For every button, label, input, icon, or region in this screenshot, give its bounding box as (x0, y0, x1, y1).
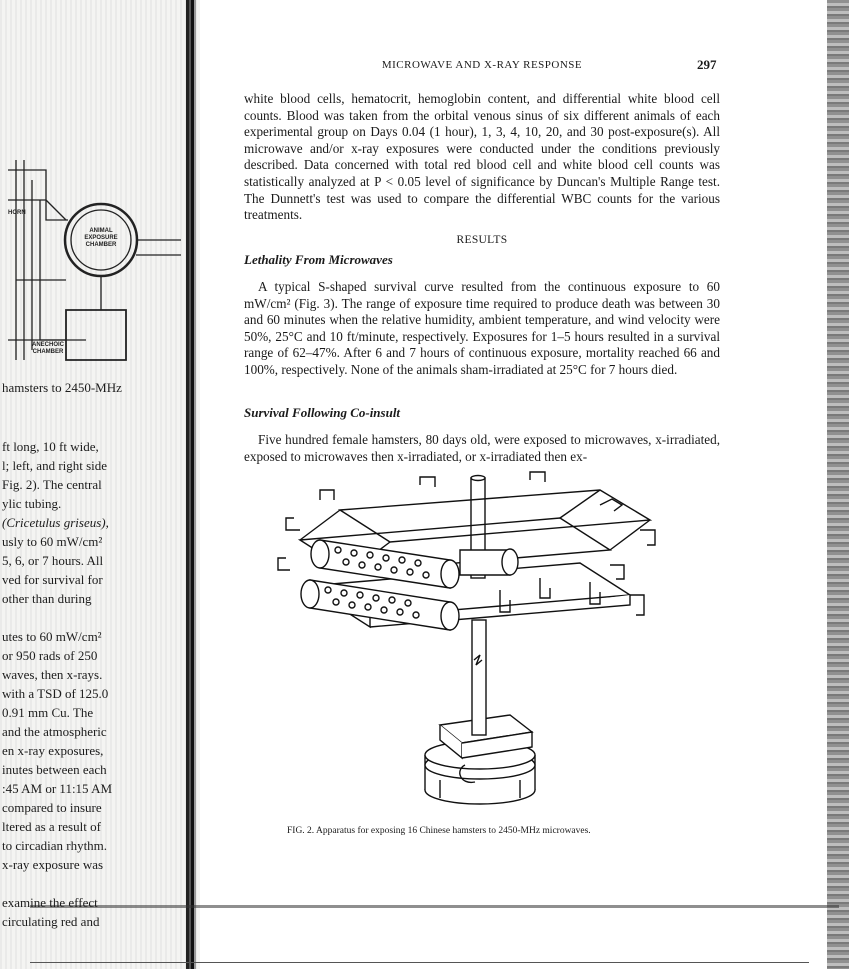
chamber-label-line-2: EXPOSURE (84, 235, 118, 241)
fragment-line: :45 AM or 11:15 AM (2, 781, 113, 796)
apparatus-figure (270, 470, 690, 810)
fragment-line: or 950 rads of 250 (2, 648, 98, 663)
fragment-line: ltered as a result of (2, 819, 101, 834)
fragment-line: (Cricetulus griseus), (2, 515, 109, 530)
coinsult-heading: Survival Following Co-insult (244, 405, 401, 420)
fragment-line: usly to 60 mW/cm² (2, 534, 103, 549)
anechoic-label (28, 342, 68, 356)
coinsult-paragraph: Five hundred female hamsters, 80 days old, were exposed to microwaves, x-irradiated, exposed to microwaves then x-irradiated, or x-irradiated then ex- (244, 432, 720, 464)
anechoic-label-line-2: CHAMBER (32, 349, 64, 355)
horn-label: HORN (8, 210, 26, 216)
running-header: MICROWAVE AND X-RAY RESPONSE (381, 59, 583, 71)
apparatus-drawing (270, 470, 690, 810)
fragment-line: with a TSD of 125.0 (2, 686, 109, 701)
fragment-line: 5, 6, or 7 hours. All (2, 553, 104, 568)
fragment-line: to circadian rhythm. (2, 838, 108, 853)
right-page-edge (827, 0, 849, 969)
fragment-line: utes to 60 mW/cm² (2, 629, 102, 644)
fragment-line: 0.91 mm Cu. The (2, 705, 94, 720)
chamber-label-line-3: CHAMBER (85, 242, 117, 248)
fragment-line: circulating red and (2, 914, 100, 929)
fragment-line: inutes between each (2, 762, 107, 777)
binding-edge (186, 0, 196, 969)
fragment-line: other than during (2, 591, 92, 606)
fragment-line: en x-ray exposures, (2, 743, 104, 758)
fragment-line: ft long, 10 ft wide, (2, 439, 99, 454)
fragment-line: ylic tubing. (2, 496, 62, 511)
lethality-heading: Lethality From Microwaves (244, 252, 393, 267)
fragment-line: ved for survival for (2, 572, 103, 587)
fragment-line: compared to insure (2, 800, 102, 815)
bottom-scan-line (30, 962, 809, 963)
results-heading: RESULTS (456, 234, 508, 246)
chamber-label-line-1: ANIMAL (89, 228, 113, 234)
fragment-line (2, 874, 186, 893)
chamber-label (76, 228, 126, 249)
facing-page-text-fragments (2, 378, 186, 931)
figure-caption: FIG. 2. Apparatus for exposing 16 Chinese hamsters to 2450-MHz microwaves. (287, 826, 591, 836)
facing-page-schematic (6, 160, 186, 380)
fragment-line: and the atmospheric (2, 724, 107, 739)
fragment-line: l; left, and right side (2, 458, 108, 473)
fragment-line: waves, then x-rays. (2, 667, 103, 682)
methods-paragraph: white blood cells, hematocrit, hemoglobin content, and differential white blood cell counts. Blood was taken from the orbital venous sinus of six different animals of each experimental group on Days 0.04 (1 hour), 1, 3, 4, 10, 20, and 30 post-exposure(s). All microwave and/or x-ray exposures were conducted under the conditions previously described. Data concerned with total red blood cell and white blood cell counts was statistically analyzed at P < 0.05 level of significance by Duncan's Multiple Range test. The Dunnett's test was used to compare the differential WBC counts for the various treatments. (244, 91, 720, 223)
lethality-paragraph: A typical S-shaped survival curve resulted from the continuous exposure to 60 mW/cm² (Fig. 3). The range of exposure time required to produce death was between 30 and 60 minutes when the relative humidity, ambient temperature, and wind velocity were 50%, 25°C and 10 ft/minute, respectively. Exposures for 1–5 hours resulted in a survival range of 62–47%. After 6 and 7 hours of continuous exposure, mortality reached 66 and 100%, respectively. None of the animals sham-irradiated at 25°C for 7 hours died. (244, 279, 720, 377)
page-number: 297 (697, 57, 717, 72)
fragment-line: hamsters to 2450-MHz (2, 380, 122, 395)
fragment-line: Fig. 2). The central (2, 477, 102, 492)
fragment-line (2, 608, 186, 627)
fragment-line: examine the effect (2, 895, 98, 910)
fragment-line: x-ray exposure was (2, 857, 104, 872)
anechoic-label-line-1: ANECHOIC (31, 342, 64, 348)
